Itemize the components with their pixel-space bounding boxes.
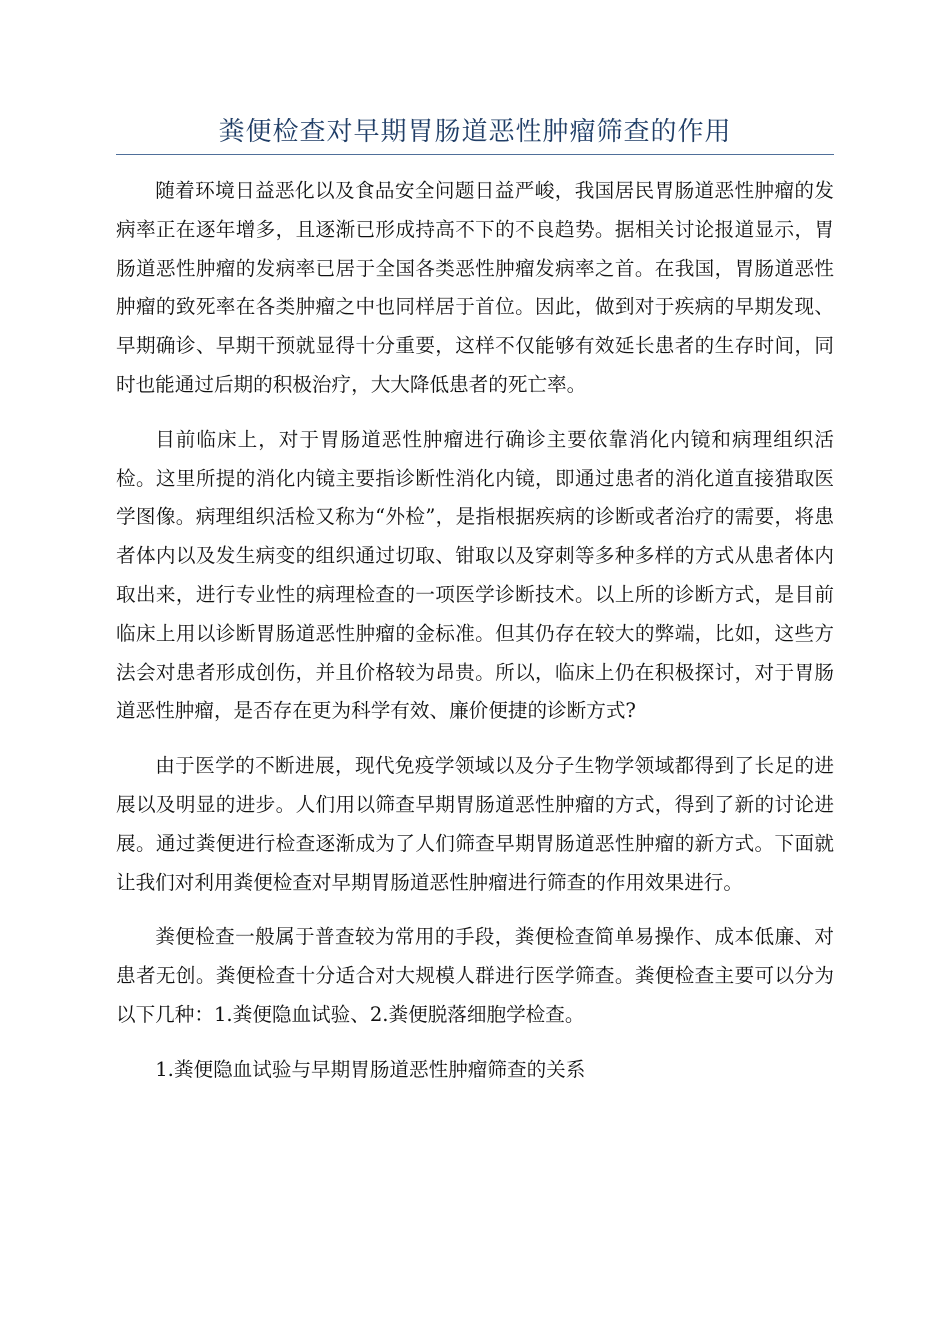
paragraph-2: 目前临床上，对于胃肠道恶性肿瘤进行确诊主要依靠消化内镜和病理组织活检。这里所提的消化内镜主要指诊断性消化内镜，即通过患者的消化道直接猎取医学图像。病理组织活检又称为“外检”，是指根据疾病的诊断或者治疗的需要，将患者体内以及发生病变的组织通过切取、钳取以及穿刺等多种多样的方式从患者体内取出来，进行专业性的病理检查的一项医学诊断技术。以上所的诊断方式，是目前临床上用以诊断胃肠道恶性肿瘤的金标准。但其仍存在较大的弊端，比如，这些方法会对患者形成创伤，并且价格较为昂贵。所以，临床上仍在积极探讨，对于胃肠道恶性肿瘤，是否存在更为科学有效、廉价便捷的诊断方式? [116, 427, 834, 723]
paragraph-4: 粪便检查一般属于普查较为常用的手段，粪便检查简单易操作、成本低廉、对患者无创。粪便检查十分适合对大规模人群进行医学筛查。粪便检查主要可以分为以下几种：1.粪便隐血试验、2.粪便脱落细胞学检查。 [116, 925, 834, 1026]
document-title: 粪便检查对早期胃肠道恶性肿瘤筛查的作用 [218, 117, 732, 147]
document-body [116, 172, 834, 1106]
title-underline [116, 154, 834, 155]
section-heading-1: 1.粪便隐血试验与早期胃肠道恶性肿瘤筛查的关系 [155, 1057, 586, 1081]
paragraph-3: 由于医学的不断进展，现代免疫学领域以及分子生物学领域都得到了长足的进展以及明显的进步。人们用以筛查早期胃肠道恶性肿瘤的方式，得到了新的讨论进展。通过粪便进行检查逐渐成为了人们筛查早期胃肠道恶性肿瘤的新方式。下面就让我们对利用粪便检查对早期胃肠道恶性肿瘤进行筛查的作用效果进行。 [116, 754, 834, 894]
paragraph-1: 随着环境日益恶化以及食品安全问题日益严峻，我国居民胃肠道恶性肿瘤的发病率正在逐年增多，且逐渐已形成持高不下的不良趋势。据相关讨论报道显示，胃肠道恶性肿瘤的发病率已居于全国各类恶性肿瘤发病率之首。在我国，胃肠道恶性肿瘤的致死率在各类肿瘤之中也同样居于首位。因此，做到对于疾病的早期发现、早期确诊、早期干预就显得十分重要，这样不仅能够有效延长患者的生存时间，同时也能通过后期的积极治疗，大大降低患者的死亡率。 [116, 179, 834, 396]
